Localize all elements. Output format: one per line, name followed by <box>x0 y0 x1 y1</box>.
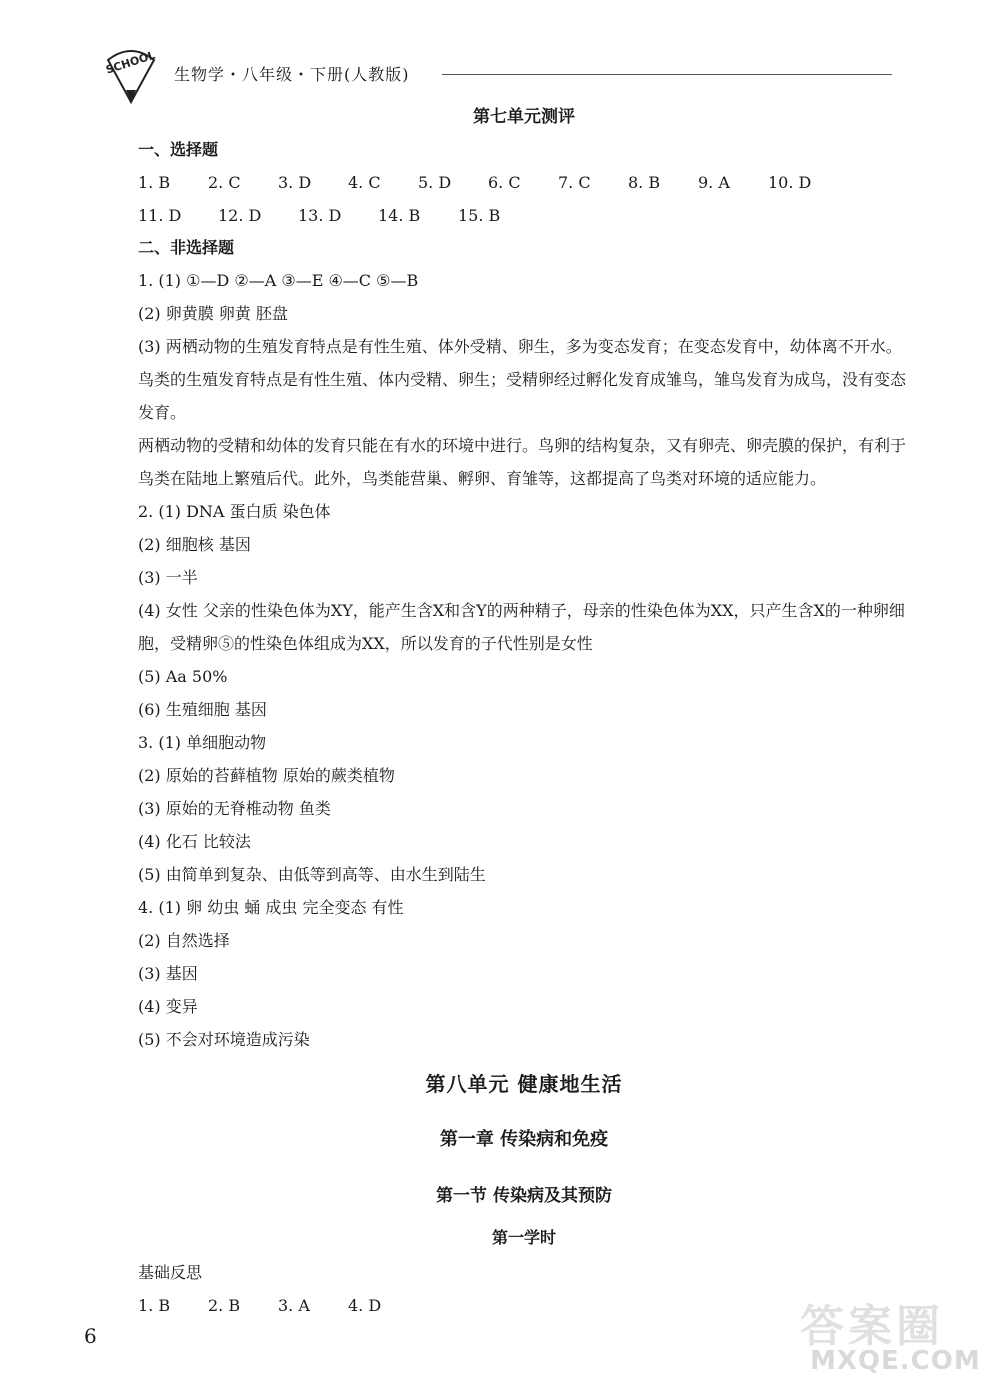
answer-content <box>138 100 910 1322</box>
q4-answer-3: (3) 基因 <box>138 964 198 983</box>
section-title: 第一节 传染病及其预防 <box>436 1186 612 1206</box>
mc-answer: 8. B <box>628 173 661 192</box>
mc-answer: 13. D <box>298 206 342 225</box>
mc-answer: 9. A <box>698 173 730 192</box>
mc-answer: 2. C <box>208 173 241 192</box>
mc-answer: 6. C <box>488 173 521 192</box>
q3-answer-4: (4) 化石 比较法 <box>138 832 251 851</box>
q3-answer-2: (2) 原始的苔藓植物 原始的蕨类植物 <box>138 766 395 785</box>
q2-answer-1: 2. (1) DNA 蛋白质 染色体 <box>138 502 331 521</box>
book-title: 生物学・八年级・下册(人教版) <box>174 65 410 84</box>
q4-answer-1: 4. (1) 卵 幼虫 蛹 成虫 完全变态 有性 <box>138 898 404 917</box>
mc-row-1 <box>138 166 910 199</box>
watermark <box>770 1290 980 1380</box>
mc-answer: 1. B <box>138 173 171 192</box>
chapter-title: 第一章 传染病和免疫 <box>439 1129 609 1150</box>
mc-answer: 15. B <box>458 206 501 225</box>
q2-answer-5: (5) Aa 50% <box>138 667 228 686</box>
mc-answer: 3. D <box>278 173 312 192</box>
mc-answer: 1. B <box>138 1296 171 1315</box>
mc-answer: 7. C <box>558 173 591 192</box>
school-logo-icon <box>100 40 162 108</box>
q2-answer-4: (4) 女性 父亲的性染色体为XY，能产生含X和含Y的两种精子，母亲的性染色体为XX，只产生含X的一种卵细胞，受精卵⑤的性染色体组成为XX，所以发育的子代性别是女性 <box>138 601 905 653</box>
section-nonchoice-title: 二、非选择题 <box>138 238 235 257</box>
period-title: 第一学时 <box>491 1228 556 1247</box>
q3-answer-5: (5) 由简单到复杂、由低等到高等、由水生到陆生 <box>138 865 486 884</box>
q2-answer-3: (3) 一半 <box>138 568 198 587</box>
mc-row-2 <box>138 199 910 232</box>
mc-answer: 10. D <box>768 173 812 192</box>
section-choice-title: 一、选择题 <box>138 140 219 159</box>
mc-answer: 5. D <box>418 173 452 192</box>
q3-answer-1: 3. (1) 单细胞动物 <box>138 733 267 752</box>
q3-answer-3: (3) 原始的无脊椎动物 鱼类 <box>138 799 331 818</box>
q4-answer-4: (4) 变异 <box>138 997 198 1016</box>
subsection-label: 基础反思 <box>138 1263 203 1282</box>
mc-answer: 4. D <box>348 1296 382 1315</box>
q2-answer-6: (6) 生殖细胞 基因 <box>138 700 267 719</box>
page-number: 6 <box>84 1324 97 1348</box>
q1-answer-4: 两栖动物的受精和幼体的发育只能在有水的环境中进行。鸟卵的结构复杂，又有卵壳、卵壳膜的保护，有利于鸟类在陆地上繁殖后代。此外，鸟类能营巢、孵卵、育雏等，这都提高了鸟类对环境的适应能力。 <box>138 436 907 488</box>
header-rule <box>442 74 892 75</box>
q4-answer-2: (2) 自然选择 <box>138 931 230 950</box>
unit8-title: 第八单元 健康地生活 <box>425 1072 623 1096</box>
watermark-text: 答案圈 <box>800 1301 944 1352</box>
mc-answer: 3. A <box>278 1296 310 1315</box>
mc-answer: 11. D <box>138 206 182 225</box>
mc-answer: 4. C <box>348 173 381 192</box>
watermark-url: MXQE.COM <box>810 1346 981 1376</box>
q1-answer-1: 1. (1) ①—D ②—A ③—E ④—C ⑤—B <box>138 271 419 290</box>
unit7-title: 第七单元测评 <box>473 107 575 127</box>
q1-answer-3: (3) 两栖动物的生殖发育特点是有性生殖、体外受精、卵生，多为变态发育；在变态发育中，幼体离不开水。鸟类的生殖发育特点是有性生殖、体内受精、卵生；受精卵经过孵化发育成雏鸟，雏鸟发育为成鸟，没有变态发育。 <box>138 337 907 422</box>
mc-answer: 14. B <box>378 206 421 225</box>
mc-answer: 2. B <box>208 1296 241 1315</box>
q1-answer-2: (2) 卵黄膜 卵黄 胚盘 <box>138 304 288 323</box>
q4-answer-5: (5) 不会对环境造成污染 <box>138 1030 310 1049</box>
q2-answer-2: (2) 细胞核 基因 <box>138 535 251 554</box>
mc-answer: 12. D <box>218 206 262 225</box>
svg-text:SCHOOL: SCHOOL <box>104 48 157 77</box>
